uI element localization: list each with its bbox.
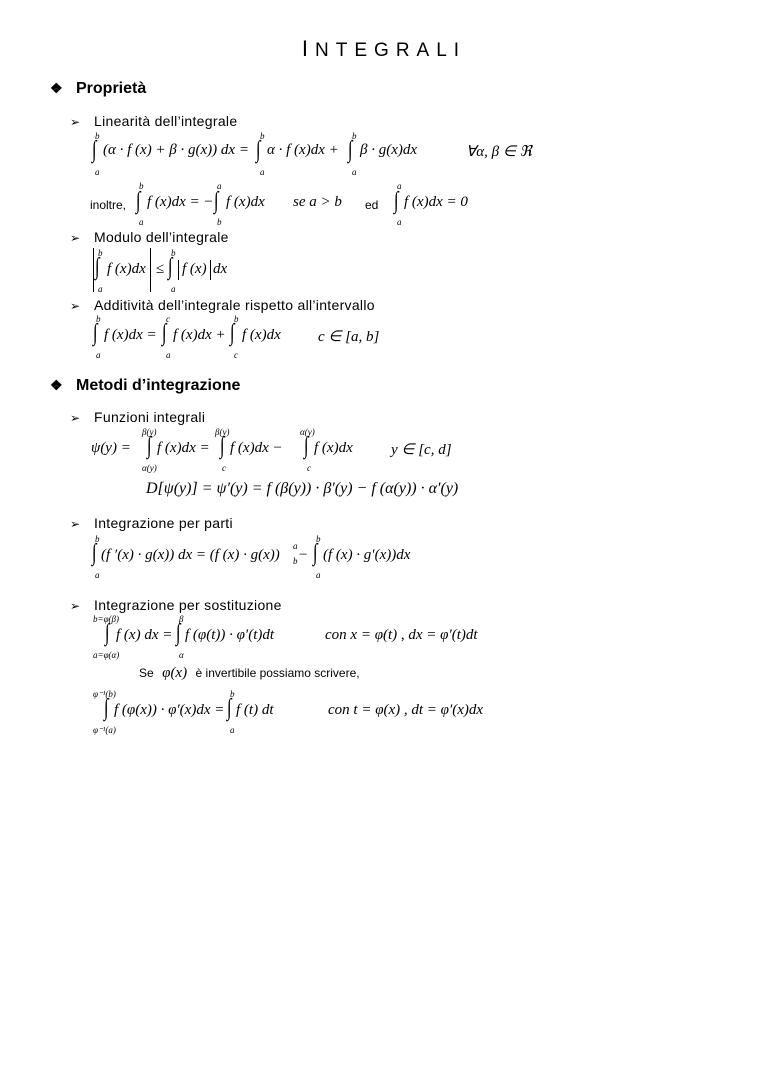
item-linearita: ➢ Linearità dell’integrale bbox=[70, 113, 238, 129]
arrow-bullet-icon: ➢ bbox=[70, 599, 81, 613]
item-additivita: ➢ Additività dell’integrale rispetto all’intervallo bbox=[70, 297, 375, 313]
arrow-bullet-icon: ➢ bbox=[70, 115, 81, 129]
item-funzioni-integrali: ➢ Funzioni integrali bbox=[70, 409, 206, 425]
diamond-bullet-icon: ❖ bbox=[50, 80, 63, 96]
item-modulo: ➢ Modulo dell’integrale bbox=[70, 229, 229, 245]
section-heading-metodi: ❖ Metodi d’integrazione bbox=[50, 377, 241, 394]
text-se-invertibile: Se φ(x) è invertibile possiamo scrivere, bbox=[139, 665, 360, 681]
page-title: INTEGRALI bbox=[301, 36, 467, 61]
arrow-bullet-icon: ➢ bbox=[70, 517, 81, 531]
section-heading-proprieta: ❖ Proprietà bbox=[50, 80, 147, 97]
diamond-bullet-icon: ❖ bbox=[50, 377, 63, 393]
arrow-bullet-icon: ➢ bbox=[70, 231, 81, 245]
arrow-bullet-icon: ➢ bbox=[70, 299, 81, 313]
item-integrazione-per-sostituzione: ➢ Integrazione per sostituzione bbox=[70, 597, 282, 613]
arrow-bullet-icon: ➢ bbox=[70, 411, 81, 425]
item-integrazione-per-parti: ➢ Integrazione per parti bbox=[70, 515, 233, 531]
